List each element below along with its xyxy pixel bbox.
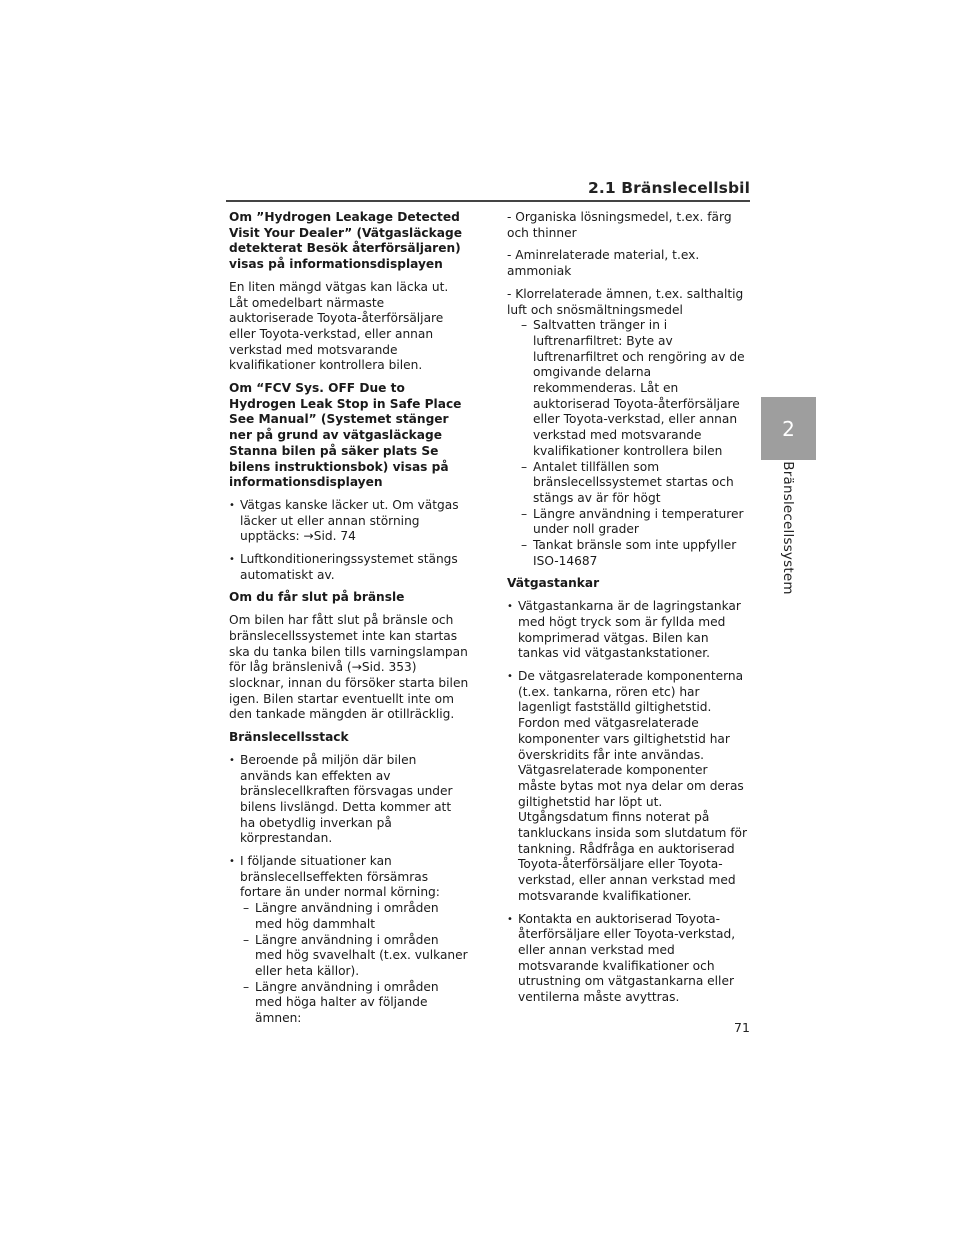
- arrow-icon: →: [351, 660, 362, 675]
- chapter-number: 2: [782, 416, 795, 441]
- dash-item: [507, 460, 749, 507]
- right-column: [507, 210, 749, 1013]
- dash-item: [507, 507, 749, 538]
- dash-marker: –: [521, 538, 528, 553]
- paragraph-out-of-fuel: [229, 613, 469, 723]
- dash-item: [507, 538, 749, 569]
- dash-text: Längre användning i områden med hög svavelhalt (t.ex. vulkaner eller heta källor).: [255, 932, 468, 978]
- dash-marker: –: [521, 318, 528, 333]
- heading-fuel-cell-stack: Bränslecellsstack: [229, 730, 349, 745]
- dash-marker: –: [521, 459, 528, 474]
- dash-item: [229, 980, 469, 1027]
- bullet-text: Vätgasrelaterade komponenter måste bytas mot nya delar om deras giltighetstid har löpt ut.: [518, 763, 744, 809]
- bullet-text: Utgångsdatum finns noterat på tankluckans insida som slutdatum för tankning. Rådfråga en auktoriserad Toyota-återförsäljare eller Toyota-verkstad, eller annan verkstad med motsvarande kvalifikationer.: [518, 810, 748, 903]
- dash-item: [229, 933, 469, 980]
- section-title: 2.1 Bränslecellsbil: [587, 179, 750, 197]
- bullet-faster-degradation: • I följande situationer kan bränslecellseffekten försämras fortare än under normal körning:: [229, 854, 469, 901]
- page-number: 71: [734, 1020, 750, 1035]
- dash-item: [229, 901, 469, 932]
- dash-marker: –: [243, 932, 250, 947]
- chapter-tab[interactable]: [761, 397, 816, 460]
- dash-text: Antalet tillfällen som bränslecellssystemet startas och stängs av är för högt: [533, 459, 734, 505]
- dash-text: Längre användning i temperaturer under noll grader: [533, 506, 744, 537]
- page-reference-link[interactable]: Sid. 74: [313, 529, 356, 544]
- bullet-hydrogen-leak: [229, 498, 469, 545]
- dash-marker: –: [521, 506, 528, 521]
- dash-text: Saltvatten tränger in i luftrenarfiltret: Byte av luftrenarfiltret och rengöring av de omgivande delarna rekommenderas. Låt en auktoriserad Toyota-återförsäljare eller Toyota-verkstad, eller annan verkstad med motsvarande kvalifikationer kontrollera bilen: [533, 318, 745, 458]
- heading-hydrogen-leak-detected: Om ”Hydrogen Leakage Detected Visit Your Dealer” (Vätgasläckage detekterat Besök återförsäljaren) visas på informationsdisplayen: [229, 210, 462, 272]
- bullet-text: Vätgas kanske läcker ut. Om vätgas läcker ut eller annan störning upptäcks:: [240, 497, 459, 544]
- bullet-tank-disposal: • Kontakta en auktoriserad Toyota-återförsäljare eller Toyota-verkstad, eller annan verkstad med motsvarande kvalifikationer och utrustning om vätgastankarna eller ventilerna måste avyttras.: [507, 912, 749, 1006]
- heading-fcv-sys-off: Om “FCV Sys. OFF Due to Hydrogen Leak Stop in Safe Place See Manual” (Systemet stänger ner på grund av vätgasläckage Stanna bilen på säker plats Se bilens instruktionsbok) visas på informationsdisplayen: [229, 381, 462, 490]
- dash-item: [507, 318, 749, 459]
- paragraph-text: Om bilen har fått slut på bränsle och bränslecellssystemet inte kan startas ska du tanka bilen tills varningslampan för låg bränslenivå (: [229, 613, 468, 675]
- header-divider: [226, 200, 750, 202]
- dash-marker: –: [243, 901, 250, 916]
- dash-marker: –: [243, 979, 250, 994]
- paragraph-amine-materials: - Aminrelaterade material, t.ex. ammoniak: [507, 248, 700, 279]
- dash-text: Tankat bränsle som inte uppfyller ISO-14687: [533, 538, 737, 568]
- arrow-icon: →: [303, 529, 314, 544]
- left-column: [229, 210, 469, 1034]
- dash-text: Längre användning i områden med höga halter av följande ämnen:: [255, 979, 439, 1026]
- dash-text: Längre användning i områden med hög dammhalt: [255, 901, 439, 931]
- bullet-ac-shutdown: • Luftkonditioneringssystemet stängs automatiskt av.: [229, 552, 469, 583]
- bullet-component-validity: [507, 669, 749, 905]
- paragraph-organic-solvents: - Organiska lösningsmedel, t.ex. färg och thinner: [507, 210, 732, 240]
- bullet-fuel-cell-degradation: • Beroende på miljön där bilen används kan effekten av bränslecellkraften försvagas under bilens livslängd. Detta kommer att ha obetydlig inverkan på körprestandan.: [229, 753, 469, 847]
- bullet-hydrogen-tanks: • Vätgastankarna är de lagringstankar med högt tryck som är fyllda med komprimerad vätgas. Bilen kan tankas vid vätgastankstationer.: [507, 599, 749, 662]
- heading-out-of-fuel: Om du får slut på bränsle: [229, 590, 405, 605]
- chapter-label: Bränslecellssystem: [780, 461, 796, 595]
- bullet-text: • De vätgasrelaterade komponenterna (t.ex. tankarna, rören etc) har lagenligt fastställd giltighetstid. Fordon med vätgasrelaterade komponenter vars giltighetstid har överskridits får inte användas.: [518, 668, 744, 762]
- paragraph-chlorine-substances: - Klorrelaterade ämnen, t.ex. salthaltig luft och snösmältningsmedel: [507, 286, 744, 317]
- page-reference-link[interactable]: Sid. 353) slocknar, innan du försöker starta bilen igen. Bilen startar eventuellt inte om den tankade mängden är otillräcklig.: [229, 660, 469, 722]
- paragraph-leak-detected: En liten mängd vätgas kan läcka ut. Låt omedelbart närmaste auktoriserade Toyota-återförsäljare eller Toyota-verkstad, eller annan verkstad med motsvarande kvalifikationer kontrollera bilen.: [229, 279, 449, 373]
- heading-hydrogen-tanks: Vätgastankar: [507, 576, 600, 591]
